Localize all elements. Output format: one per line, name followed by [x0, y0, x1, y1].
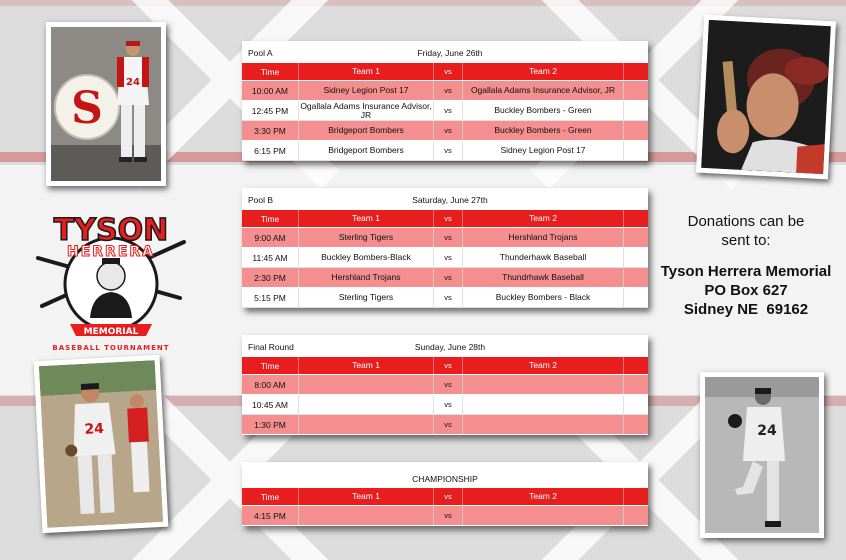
col-team2: Team 2	[463, 210, 624, 227]
col-team2: Team 2	[463, 63, 624, 80]
table-header	[242, 63, 648, 81]
game-time: 4:15 PM	[242, 506, 299, 525]
game-time: 3:30 PM	[242, 121, 299, 140]
game-team1: Hershland Trojans	[299, 268, 434, 287]
col-time: Time	[242, 357, 299, 374]
donation-name: Tyson Herrera Memorial	[660, 263, 832, 280]
game-team2: Sidney Legion Post 17	[463, 141, 624, 160]
game-vs: vs	[434, 101, 463, 120]
col-time: Time	[242, 488, 299, 505]
table-row	[242, 288, 648, 308]
player-photo-bottom-right	[700, 372, 824, 538]
game-vs: vs	[434, 268, 463, 287]
game-team1: Bridgeport Bombers	[299, 121, 434, 140]
game-team2: Buckley Bombers - Green	[463, 121, 624, 140]
pool-a-table	[242, 41, 648, 161]
game-team1: Bridgeport Bombers	[299, 141, 434, 160]
col-time: Time	[242, 210, 299, 227]
player-photo-top-right	[696, 15, 836, 180]
table-row	[242, 268, 648, 288]
game-team1	[299, 395, 434, 414]
game-team1	[299, 375, 434, 394]
game-time: 11:45 AM	[242, 248, 299, 267]
game-time: 10:00 AM	[242, 81, 299, 100]
col-vs: vs	[434, 63, 463, 80]
table-header	[242, 210, 648, 228]
pool-date: Friday, June 26th	[417, 48, 483, 58]
game-vs: vs	[434, 141, 463, 160]
table-row	[242, 248, 648, 268]
game-team2: Buckley Bombers - Green	[463, 101, 624, 120]
col-team1: Team 1	[299, 210, 434, 227]
table-row	[242, 415, 648, 435]
col-team1: Team 1	[299, 488, 434, 505]
logo-arc-text: BASEBALL TOURNAMENT	[52, 344, 170, 352]
table-header	[242, 488, 648, 506]
table-row	[242, 121, 648, 141]
championship-title: CHAMPIONSHIP	[412, 474, 478, 484]
game-team2	[463, 506, 624, 525]
game-team2: Thunderhawk Baseball	[463, 248, 624, 267]
logo-name-last: HERRERA	[66, 244, 156, 260]
pool-title: Pool A	[248, 48, 273, 58]
game-team2	[463, 415, 624, 434]
table-header	[242, 357, 648, 375]
game-team2: Buckley Bombers - Black	[463, 288, 624, 307]
game-team1: Sidney Legion Post 17	[299, 81, 434, 100]
table-row	[242, 101, 648, 121]
game-vs: vs	[434, 81, 463, 100]
game-team1: Buckley Bombers-Black	[299, 248, 434, 267]
game-vs: vs	[434, 415, 463, 434]
col-team2: Team 2	[463, 488, 624, 505]
game-time: 5:15 PM	[242, 288, 299, 307]
game-time: 12:45 PM	[242, 101, 299, 120]
jersey-number: 24	[757, 423, 777, 439]
game-vs: vs	[434, 121, 463, 140]
tournament-logo	[30, 196, 192, 356]
game-time: 9:00 AM	[242, 228, 299, 247]
game-team1: Sterling Tigers	[299, 228, 434, 247]
game-vs: vs	[434, 288, 463, 307]
game-team2: Thundrhawk Baseball	[463, 268, 624, 287]
logo-name-first: TYSON	[53, 213, 169, 248]
donation-po-box: PO Box 627	[704, 282, 788, 299]
player-photo-top-left	[46, 22, 166, 186]
final-round-table	[242, 335, 648, 435]
game-team2: Ogallala Adams Insurance Advisor, JR	[463, 81, 624, 100]
pool-title: Final Round	[248, 342, 294, 352]
game-time: 6:15 PM	[242, 141, 299, 160]
table-row	[242, 141, 648, 161]
pool-b-table	[242, 188, 648, 308]
player-photo-bottom-left	[34, 355, 169, 533]
donation-line-2: sent to:	[721, 232, 771, 249]
game-time: 8:00 AM	[242, 375, 299, 394]
table-row	[242, 395, 648, 415]
col-time: Time	[242, 63, 299, 80]
game-team1	[299, 415, 434, 434]
game-team2	[463, 395, 624, 414]
pool-title: Pool B	[248, 195, 274, 205]
donation-line-1: Donations can be	[687, 213, 805, 230]
jersey-number: 24	[84, 420, 105, 438]
championship-table	[242, 462, 648, 526]
s-logo-letter: S	[71, 83, 103, 134]
col-team2: Team 2	[463, 357, 624, 374]
game-time: 10:45 AM	[242, 395, 299, 414]
game-vs: vs	[434, 395, 463, 414]
logo-banner: MEMORIAL	[83, 327, 139, 337]
donation-city: Sidney NE 69162	[683, 301, 809, 318]
pool-date: Sunday, June 28th	[414, 342, 486, 352]
game-vs: vs	[434, 375, 463, 394]
game-vs: vs	[434, 506, 463, 525]
table-row	[242, 375, 648, 395]
col-vs: vs	[434, 488, 463, 505]
table-row	[242, 228, 648, 248]
col-vs: vs	[434, 210, 463, 227]
col-team1: Team 1	[299, 63, 434, 80]
game-team1: Sterling Tigers	[299, 288, 434, 307]
table-row	[242, 506, 648, 526]
game-team1	[299, 506, 434, 525]
col-team1: Team 1	[299, 357, 434, 374]
game-vs: vs	[434, 248, 463, 267]
pool-date: Saturday, June 27th	[412, 195, 488, 205]
game-team1: Ogallala Adams Insurance Advisor, JR	[299, 101, 434, 120]
col-vs: vs	[434, 357, 463, 374]
game-vs: vs	[434, 228, 463, 247]
game-team2: Hershland Trojans	[463, 228, 624, 247]
table-row	[242, 81, 648, 101]
game-time: 2:30 PM	[242, 268, 299, 287]
donation-info	[656, 212, 836, 319]
jersey-number: 24	[126, 77, 140, 88]
game-time: 1:30 PM	[242, 415, 299, 434]
game-team2	[463, 375, 624, 394]
